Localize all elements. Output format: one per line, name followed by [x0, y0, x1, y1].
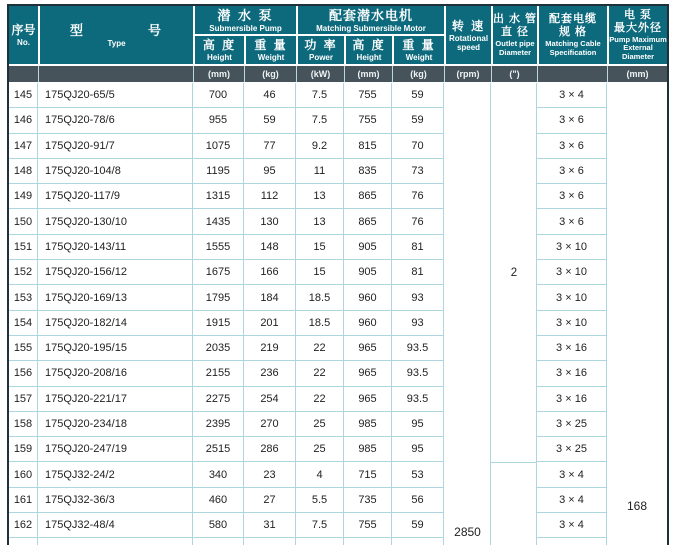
cell-pump-weight: 254 — [244, 387, 296, 412]
cell-outlet-merged — [491, 285, 537, 310]
cell-motor-weight — [392, 538, 444, 545]
cell-pump-height: 1195 — [193, 159, 244, 184]
cell-motor-weight: 53 — [392, 462, 444, 487]
cell-motor-weight: 95 — [392, 412, 444, 437]
cell-motor-weight: 76 — [392, 209, 444, 234]
cell-maxdia-merged — [607, 387, 667, 412]
cell-pump-weight: 46 — [244, 83, 296, 108]
cell-motor-height: 755 — [344, 513, 392, 538]
cell-pump-weight: 59 — [244, 108, 296, 133]
cell-outlet-merged — [491, 437, 537, 462]
cell-outlet-merged — [491, 209, 537, 234]
cell-maxdia-merged — [607, 538, 667, 545]
cell-pump-height: 2275 — [193, 387, 244, 412]
table-row — [9, 488, 667, 513]
table-row — [9, 387, 667, 412]
cell-pump-weight: 31 — [244, 513, 296, 538]
cell-type: 175QJ20-169/13 — [38, 285, 193, 310]
cell-cable: 3 × 16 — [537, 361, 607, 386]
header-maxdia-en: Pump Maximum External Diameter — [609, 34, 667, 61]
cell-motor-height: 865 — [344, 209, 392, 234]
cell-cable: 3 × 25 — [537, 412, 607, 437]
cell-outlet-merged — [491, 538, 537, 545]
cell-pump-height: 340 — [193, 462, 244, 487]
cell-pump-height: 1555 — [193, 235, 244, 260]
cell-no: 146 — [9, 108, 38, 133]
header-group-pump — [195, 6, 296, 34]
cell-speed-merged — [444, 437, 491, 462]
header-outlet — [493, 6, 537, 64]
cell-type — [38, 538, 193, 545]
cell-motor-height: 960 — [344, 311, 392, 336]
units-row — [9, 66, 667, 82]
cell-pump-height: 2515 — [193, 437, 244, 462]
cell-speed-merged — [444, 159, 491, 184]
header-no — [9, 6, 38, 64]
units-type — [38, 66, 193, 82]
cell-pump-height: 2035 — [193, 336, 244, 361]
outlet-section-divider — [491, 462, 537, 463]
cell-cable: 3 × 6 — [537, 134, 607, 159]
header-power — [298, 36, 344, 64]
table-row — [9, 538, 667, 545]
units-outlet: (") — [491, 66, 537, 82]
cell-no: 153 — [9, 285, 38, 310]
cell-pump-weight: 166 — [244, 260, 296, 285]
cell-power: 7.5 — [296, 83, 344, 108]
units-maxdia: (mm) — [607, 66, 667, 82]
cell-type: 175QJ20-104/8 — [38, 159, 193, 184]
cell-motor-height: 960 — [344, 285, 392, 310]
units-power: (kW) — [296, 66, 344, 82]
cell-motor-weight: 93 — [392, 311, 444, 336]
table-row — [9, 412, 667, 437]
cell-type: 175QJ20-195/15 — [38, 336, 193, 361]
cell-power: 13 — [296, 209, 344, 234]
table-row — [9, 184, 667, 209]
units-cable — [537, 66, 607, 82]
header-group-motor-zh: 配套潜水电机 — [328, 7, 413, 23]
table-row — [9, 159, 667, 184]
cell-outlet-merged — [491, 159, 537, 184]
cell-power: 18.5 — [296, 311, 344, 336]
cell-no — [9, 538, 38, 545]
cell-maxdia-merged — [607, 108, 667, 133]
cell-speed-merged — [444, 285, 491, 310]
merged-outlet-diameter-value: 2 — [510, 266, 518, 279]
cell-power: 5.5 — [296, 488, 344, 513]
cell-pump-weight: 236 — [244, 361, 296, 386]
header-no-en: No. — [17, 38, 30, 47]
cell-outlet-merged — [491, 235, 537, 260]
cell-motor-height: 715 — [344, 462, 392, 487]
header-cable-zh1: 配套电缆 — [549, 13, 597, 25]
cell-pump-height: 460 — [193, 488, 244, 513]
cell-maxdia-merged — [607, 260, 667, 285]
table-row — [9, 134, 667, 159]
cell-speed-merged — [444, 260, 491, 285]
table-row — [9, 83, 667, 108]
cell-motor-height: 905 — [344, 235, 392, 260]
cell-cable: 3 × 6 — [537, 159, 607, 184]
table-row — [9, 108, 667, 133]
header-motor-height-zh: 高 度 — [352, 38, 386, 52]
cell-power: 7.5 — [296, 108, 344, 133]
cell-type: 175QJ20-234/18 — [38, 412, 193, 437]
table-row — [9, 235, 667, 260]
cell-cable: 3 × 25 — [537, 437, 607, 462]
table-row — [9, 462, 667, 487]
cell-power: 18.5 — [296, 285, 344, 310]
cell-pump-weight: 286 — [244, 437, 296, 462]
header-group-motor — [298, 6, 444, 34]
cell-power: 13 — [296, 184, 344, 209]
header-type-zh-left: 型 — [70, 22, 86, 38]
cell-pump-height — [193, 538, 244, 545]
header-pump-weight-en: Weight — [257, 53, 285, 62]
header-motor-weight-zh: 重 量 — [402, 38, 436, 52]
cell-pump-height: 1435 — [193, 209, 244, 234]
cell-outlet-merged — [491, 361, 537, 386]
cell-pump-weight: 184 — [244, 285, 296, 310]
cell-type: 175QJ20-156/12 — [38, 260, 193, 285]
cell-type: 175QJ20-117/9 — [38, 184, 193, 209]
table-row — [9, 361, 667, 386]
cell-no: 151 — [9, 235, 38, 260]
cell-cable: 3 × 6 — [537, 209, 607, 234]
units-motor-height: (mm) — [344, 66, 392, 82]
header-group-pump-zh: 潜 水 泵 — [217, 7, 274, 23]
cell-speed-merged — [444, 209, 491, 234]
cell-speed-merged — [444, 184, 491, 209]
cell-maxdia-merged — [607, 159, 667, 184]
cell-motor-weight: 59 — [392, 513, 444, 538]
cell-type: 175QJ20-65/5 — [38, 83, 193, 108]
header-speed — [446, 6, 491, 64]
cell-power: 15 — [296, 260, 344, 285]
table-body — [9, 83, 667, 545]
cell-power: 11 — [296, 159, 344, 184]
header-type-en: Type — [107, 38, 126, 48]
cell-type: 175QJ20-130/10 — [38, 209, 193, 234]
cell-cable: 3 × 10 — [537, 260, 607, 285]
cell-power: 4 — [296, 462, 344, 487]
cell-no: 154 — [9, 311, 38, 336]
cell-motor-weight: 56 — [392, 488, 444, 513]
cell-no: 152 — [9, 260, 38, 285]
cell-power: 9.2 — [296, 134, 344, 159]
cell-type: 175QJ20-247/19 — [38, 437, 193, 462]
cell-pump-weight: 23 — [244, 462, 296, 487]
cell-power: 22 — [296, 336, 344, 361]
cell-speed-merged — [444, 361, 491, 386]
cell-pump-weight: 130 — [244, 209, 296, 234]
cell-speed-merged — [444, 235, 491, 260]
cell-motor-height: 965 — [344, 361, 392, 386]
cell-no: 145 — [9, 83, 38, 108]
cell-outlet-merged — [491, 462, 537, 487]
merged-max-diameter-value: 168 — [626, 498, 648, 513]
merged-speed-value: 2850 — [454, 524, 481, 539]
cell-motor-weight: 93.5 — [392, 336, 444, 361]
cell-motor-weight: 59 — [392, 108, 444, 133]
units-speed: (rpm) — [444, 66, 491, 82]
cell-pump-height: 700 — [193, 83, 244, 108]
cell-cable: 3 × 10 — [537, 311, 607, 336]
header-outlet-en: Outlet pipe Diameter — [495, 39, 535, 57]
header-power-en: Power — [308, 53, 333, 62]
table-row — [9, 336, 667, 361]
cell-type: 175QJ20-208/16 — [38, 361, 193, 386]
header-type-zh-right: 号 — [147, 22, 163, 38]
cell-maxdia-merged — [607, 462, 667, 487]
cell-motor-weight: 95 — [392, 437, 444, 462]
cell-type: 175QJ20-221/17 — [38, 387, 193, 412]
cell-speed-merged — [444, 488, 491, 513]
cell-no: 159 — [9, 437, 38, 462]
cell-no: 150 — [9, 209, 38, 234]
header-cable-en: Matching Cable Specification — [545, 39, 601, 57]
cell-pump-weight: 201 — [244, 311, 296, 336]
header-cable-zh2: 规 格 — [558, 26, 588, 38]
header-type — [40, 6, 193, 64]
table-row — [9, 260, 667, 285]
cell-motor-height: 965 — [344, 387, 392, 412]
cell-motor-weight: 81 — [392, 260, 444, 285]
cell-power: 15 — [296, 235, 344, 260]
header-group-pump-en: Submersible Pump — [209, 23, 282, 33]
cell-cable: 3 × 10 — [537, 235, 607, 260]
cell-motor-weight: 70 — [392, 134, 444, 159]
cell-type: 175QJ32-36/3 — [38, 488, 193, 513]
cell-outlet-merged — [491, 83, 537, 108]
units-no — [9, 66, 38, 82]
cell-power: 25 — [296, 412, 344, 437]
header-motor-weight — [394, 36, 444, 64]
cell-power — [296, 538, 344, 545]
cell-speed-merged — [444, 462, 491, 487]
table-row — [9, 209, 667, 234]
cell-no: 149 — [9, 184, 38, 209]
cell-maxdia-merged — [607, 412, 667, 437]
cell-cable: 3 × 16 — [537, 387, 607, 412]
cell-power: 7.5 — [296, 513, 344, 538]
cell-motor-height: 985 — [344, 412, 392, 437]
header-motor-height — [346, 36, 392, 64]
cell-pump-weight: 95 — [244, 159, 296, 184]
cell-power: 25 — [296, 437, 344, 462]
cell-no: 156 — [9, 361, 38, 386]
cell-speed-merged — [444, 83, 491, 108]
cell-motor-weight: 93.5 — [392, 361, 444, 386]
header-no-zh: 序号 — [11, 23, 36, 37]
cell-pump-height: 2395 — [193, 412, 244, 437]
cell-maxdia-merged — [607, 437, 667, 462]
cell-cable: 3 × 6 — [537, 108, 607, 133]
cell-no: 158 — [9, 412, 38, 437]
cell-type: 175QJ20-182/14 — [38, 311, 193, 336]
cell-no: 147 — [9, 134, 38, 159]
cell-no: 157 — [9, 387, 38, 412]
cell-pump-weight: 112 — [244, 184, 296, 209]
cell-maxdia-merged — [607, 235, 667, 260]
cell-pump-height: 1795 — [193, 285, 244, 310]
cell-type: 175QJ20-91/7 — [38, 134, 193, 159]
cell-speed-merged — [444, 108, 491, 133]
cell-outlet-merged — [491, 488, 537, 513]
cell-outlet-merged — [491, 134, 537, 159]
cell-speed-merged — [444, 134, 491, 159]
header-pump-height-zh: 高 度 — [202, 38, 237, 52]
cell-pump-weight: 148 — [244, 235, 296, 260]
cell-cable: 3 × 4 — [537, 488, 607, 513]
cell-motor-height: 735 — [344, 488, 392, 513]
header-maxdia-zh2: 最大外径 — [614, 21, 662, 34]
cell-outlet-merged — [491, 311, 537, 336]
cell-no: 148 — [9, 159, 38, 184]
header-pump-weight-zh: 重 量 — [254, 38, 288, 52]
cell-pump-weight: 77 — [244, 134, 296, 159]
cell-speed-merged — [444, 387, 491, 412]
table-row — [9, 311, 667, 336]
header-pump-height — [195, 36, 244, 64]
cell-maxdia-merged — [607, 83, 667, 108]
cell-power: 22 — [296, 387, 344, 412]
cell-speed-merged — [444, 311, 491, 336]
cell-pump-height: 2155 — [193, 361, 244, 386]
header-motor-height-en: Height — [356, 53, 382, 62]
cell-power: 22 — [296, 361, 344, 386]
table-row — [9, 285, 667, 310]
table-row — [9, 437, 667, 462]
cell-maxdia-merged — [607, 285, 667, 310]
cell-no: 161 — [9, 488, 38, 513]
cell-speed-merged — [444, 336, 491, 361]
units-pump-height: (mm) — [193, 66, 244, 82]
cell-no: 160 — [9, 462, 38, 487]
cell-outlet-merged — [491, 513, 537, 538]
cell-type: 175QJ20-78/6 — [38, 108, 193, 133]
cell-motor-height: 965 — [344, 336, 392, 361]
cell-motor-height — [344, 538, 392, 545]
header-power-zh: 功 率 — [304, 38, 338, 52]
cell-pump-height: 955 — [193, 108, 244, 133]
cell-outlet-merged — [491, 412, 537, 437]
cell-maxdia-merged — [607, 184, 667, 209]
cell-motor-weight: 73 — [392, 159, 444, 184]
header-outlet-zh2: 直 径 — [500, 26, 530, 38]
units-pump-weight: (kg) — [244, 66, 296, 82]
cell-no: 162 — [9, 513, 38, 538]
cell-motor-height: 755 — [344, 83, 392, 108]
cell-outlet-merged — [491, 387, 537, 412]
cell-cable: 3 × 6 — [537, 184, 607, 209]
cell-pump-weight: 219 — [244, 336, 296, 361]
cell-pump-height: 1915 — [193, 311, 244, 336]
header-speed-zh: 转 速 — [451, 18, 486, 33]
cell-speed-merged — [444, 412, 491, 437]
header-speed-en: Rotational speed — [448, 33, 489, 52]
cell-motor-weight: 59 — [392, 83, 444, 108]
cell-motor-weight: 81 — [392, 235, 444, 260]
cell-motor-weight: 76 — [392, 184, 444, 209]
cell-motor-height: 835 — [344, 159, 392, 184]
cell-maxdia-merged — [607, 336, 667, 361]
cell-pump-height: 1075 — [193, 134, 244, 159]
cell-cable: 3 × 16 — [537, 336, 607, 361]
cell-motor-weight: 93 — [392, 285, 444, 310]
cell-pump-weight: 27 — [244, 488, 296, 513]
cell-type: 175QJ20-143/11 — [38, 235, 193, 260]
header-group-motor-en: Matching Submersible Motor — [316, 23, 426, 33]
cell-motor-height: 815 — [344, 134, 392, 159]
cell-pump-height: 580 — [193, 513, 244, 538]
header-cable — [539, 6, 607, 64]
cell-cable — [537, 538, 607, 545]
cell-maxdia-merged — [607, 361, 667, 386]
header-maxdia-zh1: 电 泵 — [623, 8, 653, 21]
cell-motor-height: 755 — [344, 108, 392, 133]
cell-pump-height: 1675 — [193, 260, 244, 285]
cell-no: 155 — [9, 336, 38, 361]
cell-motor-weight: 93.5 — [392, 387, 444, 412]
cell-outlet-merged — [491, 108, 537, 133]
cell-cable: 3 × 4 — [537, 513, 607, 538]
cell-motor-height: 865 — [344, 184, 392, 209]
header-maxdia — [609, 6, 667, 64]
cell-cable: 3 × 10 — [537, 285, 607, 310]
header-motor-weight-en: Weight — [405, 53, 433, 62]
cell-maxdia-merged — [607, 209, 667, 234]
cell-motor-height: 985 — [344, 437, 392, 462]
cell-type: 175QJ32-48/4 — [38, 513, 193, 538]
cell-motor-height: 905 — [344, 260, 392, 285]
cell-type: 175QJ32-24/2 — [38, 462, 193, 487]
cell-pump-weight: 270 — [244, 412, 296, 437]
cell-pump-height: 1315 — [193, 184, 244, 209]
cell-outlet-merged — [491, 336, 537, 361]
cell-maxdia-merged — [607, 311, 667, 336]
cell-cable: 3 × 4 — [537, 462, 607, 487]
header-pump-height-en: Height — [207, 53, 232, 62]
cell-cable: 3 × 4 — [537, 83, 607, 108]
header-pump-weight — [246, 36, 296, 64]
cell-outlet-merged — [491, 184, 537, 209]
units-motor-weight: (kg) — [392, 66, 444, 82]
cell-pump-weight — [244, 538, 296, 545]
header-outlet-zh1: 出 水 管 — [492, 13, 538, 25]
cell-maxdia-merged — [607, 134, 667, 159]
table-row — [9, 513, 667, 538]
